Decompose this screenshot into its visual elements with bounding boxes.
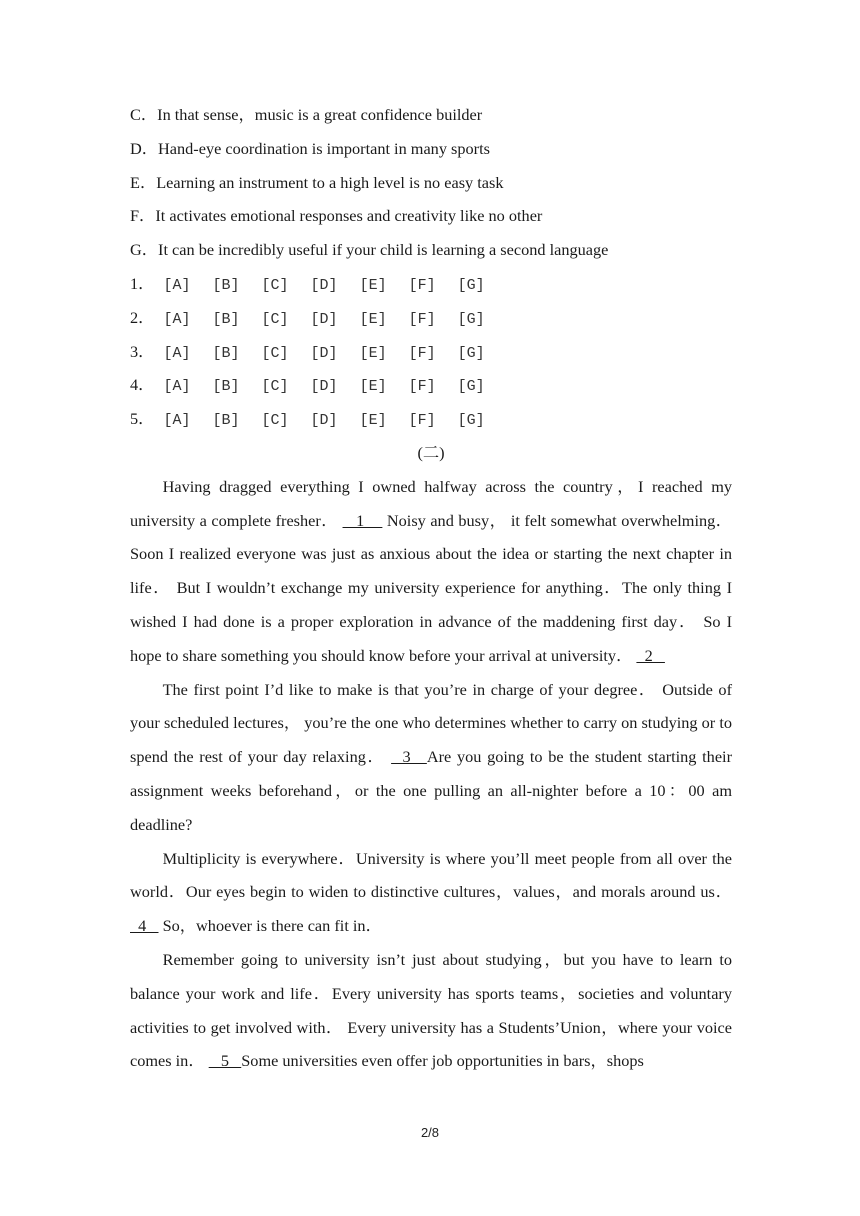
choice-e[interactable]: [E] bbox=[359, 310, 387, 328]
options-list bbox=[130, 98, 732, 267]
option-e: E．Learning an instrument to a high level is no easy task bbox=[130, 172, 504, 192]
page-number: 2/8 bbox=[420, 1125, 440, 1140]
choice-d[interactable]: [D] bbox=[310, 412, 338, 430]
choice-e[interactable]: [E] bbox=[359, 276, 387, 294]
option-f: F．It activates emotional responses and creativity like no other bbox=[130, 206, 543, 226]
paragraph-text: Remember going to university isn’t just about studying，but you have to learn to balance your work and life．Every university has sports teams，societies and voluntary activities to get involved with． Every university has a Students’Union，where your voice comes in． bbox=[130, 949, 732, 1071]
paragraph-text: Noisy and busy， it felt somewhat overwhelming．Soon I realized everyone was just as anxious about the idea or starting the next chapter in life． But I wouldn’t exchange my university experience for anything．The only thing I wished I had done is a proper exploration in advance of the maddening first day． So I hope to share something you should know before your arrival at university． bbox=[130, 510, 732, 665]
option-d: D．Hand-eye coordination is important in many sports bbox=[130, 138, 490, 158]
answer-row-1 bbox=[130, 267, 732, 301]
choice-b[interactable]: [B] bbox=[212, 276, 240, 294]
question-number: 3． bbox=[130, 341, 155, 361]
choice-g[interactable]: [G] bbox=[457, 310, 485, 328]
choice-a[interactable]: [A] bbox=[163, 412, 191, 430]
paragraph-4 bbox=[130, 943, 732, 1078]
paragraph-text: Some universities even offer job opportunities in bars，shops bbox=[241, 1051, 644, 1071]
choice-d[interactable]: [D] bbox=[310, 276, 338, 294]
choice-a[interactable]: [A] bbox=[163, 310, 191, 328]
paragraph-3 bbox=[130, 842, 732, 943]
blank-1: 1 bbox=[342, 510, 383, 530]
option-g: G．It can be incredibly useful if your child is learning a second language bbox=[130, 240, 609, 260]
answer-row-3 bbox=[130, 335, 732, 369]
paragraph-1 bbox=[130, 470, 732, 673]
paragraph-text: The first point I’d like to make is that you’re in charge of your degree． Outside of your scheduled lectures， you’re the one who determines whether to carry on studying or to spend the rest of your day relaxing． bbox=[130, 679, 732, 767]
answer-row-5 bbox=[130, 402, 732, 436]
choice-c[interactable]: [C] bbox=[261, 378, 289, 396]
choice-b[interactable]: [B] bbox=[212, 344, 240, 362]
choice-c[interactable]: [C] bbox=[261, 344, 289, 362]
choice-g[interactable]: [G] bbox=[457, 378, 485, 396]
choice-a[interactable]: [A] bbox=[163, 344, 191, 362]
question-number: 2． bbox=[130, 307, 155, 327]
paragraph-text: Having dragged everything I owned halfway across the country，I reached my university a complete fresher． bbox=[130, 476, 732, 530]
choice-f[interactable]: [F] bbox=[408, 378, 436, 396]
option-c: C．In that sense，music is a great confidence builder bbox=[130, 105, 483, 124]
answer-row-4 bbox=[130, 368, 732, 402]
choice-e[interactable]: [E] bbox=[359, 344, 387, 362]
question-number: 1． bbox=[130, 273, 155, 293]
choice-g[interactable]: [G] bbox=[457, 412, 485, 430]
blank-5: 5 bbox=[208, 1051, 242, 1071]
choice-c[interactable]: [C] bbox=[261, 276, 289, 294]
question-number: 5． bbox=[130, 409, 155, 429]
choice-b[interactable]: [B] bbox=[212, 378, 240, 396]
choice-g[interactable]: [G] bbox=[457, 344, 485, 362]
blank-2: 2 bbox=[636, 645, 665, 665]
choice-c[interactable]: [C] bbox=[261, 310, 289, 328]
paragraph-text: Are you going to be the student starting their assignment weeks beforehand，or the one pulling an all-nighter before a 10：00 am deadline? bbox=[130, 747, 732, 834]
choice-f[interactable]: [F] bbox=[408, 276, 436, 294]
choice-d[interactable]: [D] bbox=[310, 310, 338, 328]
choice-a[interactable]: [A] bbox=[163, 378, 191, 396]
paragraph-text: Multiplicity is everywhere．University is where you’ll meet people from all over the world．Our eyes begin to widen to distinctive cultures，values，and morals around us． bbox=[130, 848, 732, 902]
section-title: (二) bbox=[417, 442, 445, 462]
choice-f[interactable]: [F] bbox=[408, 412, 436, 430]
paragraph-text: So，whoever is there can fit in． bbox=[158, 916, 382, 936]
choice-d[interactable]: [D] bbox=[310, 378, 338, 396]
choice-f[interactable]: [F] bbox=[408, 344, 436, 362]
choice-f[interactable]: [F] bbox=[408, 310, 436, 328]
blank-3: 3 bbox=[391, 747, 427, 767]
choice-b[interactable]: [B] bbox=[212, 412, 240, 430]
paragraph-2 bbox=[130, 673, 732, 842]
answer-sheet bbox=[130, 267, 732, 436]
answer-row-2 bbox=[130, 301, 732, 335]
choice-d[interactable]: [D] bbox=[310, 344, 338, 362]
page-content bbox=[130, 98, 732, 1078]
choice-c[interactable]: [C] bbox=[261, 412, 289, 430]
choice-b[interactable]: [B] bbox=[212, 310, 240, 328]
choice-g[interactable]: [G] bbox=[457, 276, 485, 294]
choice-e[interactable]: [E] bbox=[359, 412, 387, 430]
question-number: 4． bbox=[130, 375, 155, 395]
choice-e[interactable]: [E] bbox=[359, 378, 387, 396]
blank-4: 4 bbox=[130, 916, 159, 936]
choice-a[interactable]: [A] bbox=[163, 276, 191, 294]
